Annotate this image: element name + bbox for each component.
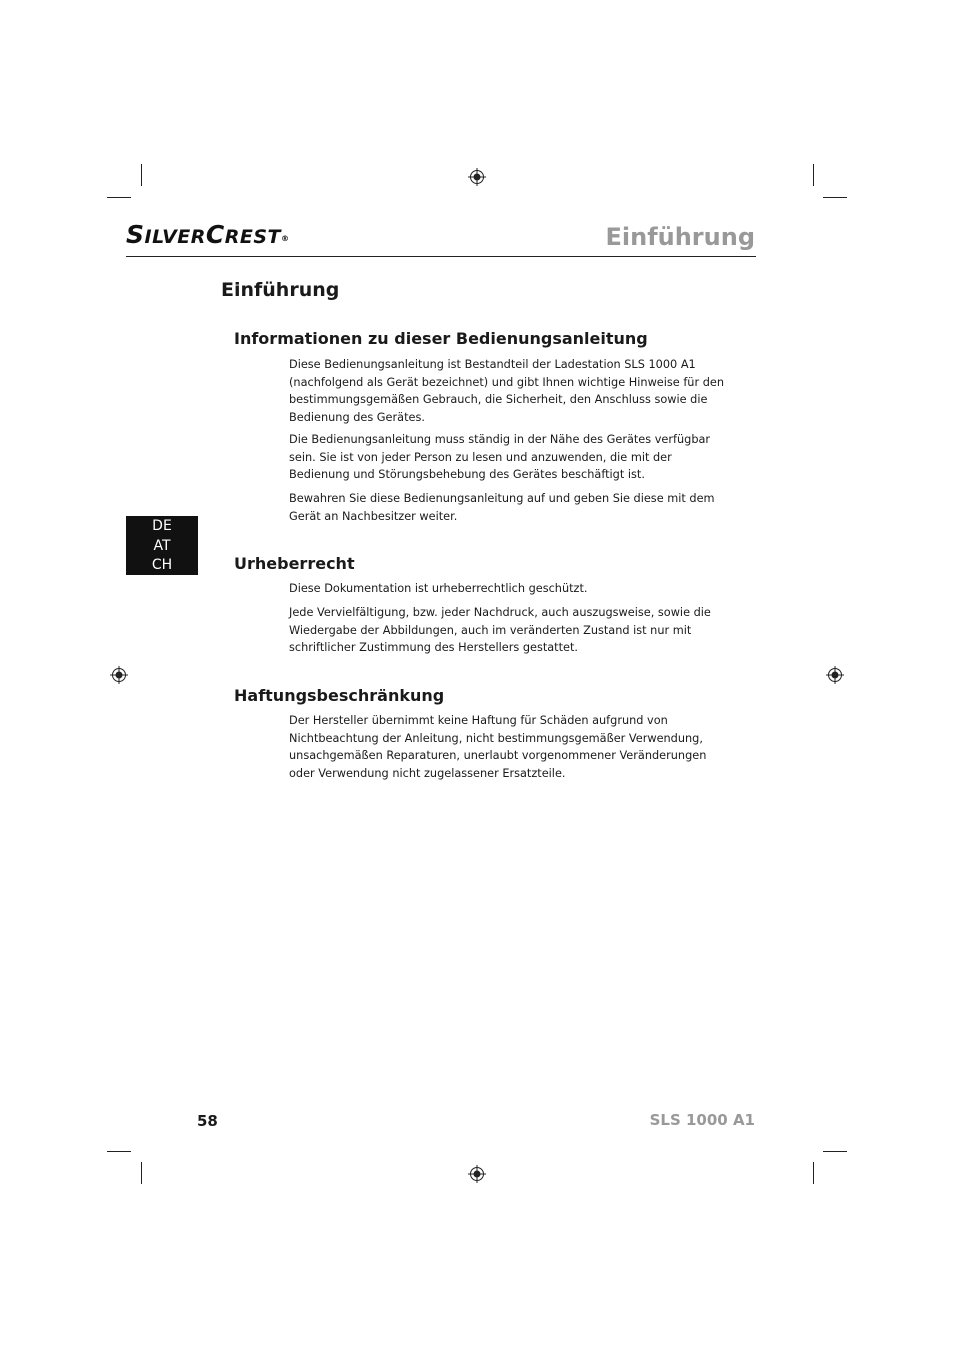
- paragraph: Jede Vervielfältigung, bzw. jeder Nachdruck, auch auszugsweise, sowie die Wiedergabe der Abbildungen, auch im veränderten Zustand ist nur mit schriftlicher Zustimmung des Herstellers gestattet.: [289, 606, 711, 654]
- language-tab: [126, 516, 198, 575]
- paragraph: Bewahren Sie diese Bedienungsanleitung auf und geben Sie diese mit dem Gerät an Nachbesitzer weiter.: [289, 492, 715, 523]
- language-code: CH: [151, 557, 173, 573]
- page-number: 58: [197, 1112, 218, 1130]
- paragraph: Die Bedienungsanleitung muss ständig in der Nähe des Gerätes verfügbar sein. Sie ist von jeder Person zu lesen und anzuwenden, die mit der Bedienung und Störungsbehebung des Gerätes beschäftigt ist.: [289, 433, 711, 481]
- crop-mark: [823, 1151, 847, 1152]
- paragraph: Diese Bedienungsanleitung ist Bestandteil der Ladestation SLS 1000 A1 (nachfolgend als Gerät bezeichnet) und gibt Ihnen wichtige Hinweise für den bestimmungsgemäßen Gebrauch, die Sicherheit, den Anschluss sowie die Bedienung des Gerätes.: [289, 358, 724, 424]
- crop-mark: [823, 197, 847, 198]
- header-rule: [126, 256, 756, 257]
- crop-mark: [813, 164, 814, 186]
- section-heading-haftung: Haftungsbeschränkung: [234, 686, 445, 705]
- language-code: AT: [153, 537, 171, 554]
- silvercrest-logo: SILVERCREST®: [126, 220, 290, 249]
- language-code: DE: [152, 518, 172, 534]
- crop-mark: [107, 1151, 131, 1152]
- section-heading-urheberrecht: Urheberrecht: [234, 554, 355, 573]
- crop-mark: [141, 1162, 142, 1184]
- registration-mark-icon: [110, 666, 128, 684]
- crop-mark: [141, 164, 142, 186]
- footer-model: SLS 1000 A1: [649, 1111, 755, 1129]
- crop-mark: [107, 197, 131, 198]
- page-title: Einführung: [221, 279, 340, 301]
- registration-mark-icon: [468, 168, 486, 186]
- paragraph: Der Hersteller übernimmt keine Haftung für Schäden aufgrund von Nichtbeachtung der Anleitung, nicht bestimmungsgemäßer Verwendung, unsachgemäßen Reparaturen, unerlaubt vorgenommener Veränderungen oder Verwendung nicht zugelassener Ersatzteile.: [289, 714, 707, 780]
- crop-mark: [813, 1162, 814, 1184]
- header-title: Einführung: [605, 223, 755, 251]
- paragraph: Diese Dokumentation ist urheberrechtlich geschützt.: [289, 582, 588, 595]
- registration-mark-icon: [468, 1165, 486, 1183]
- registration-mark-icon: [826, 666, 844, 684]
- section-heading-informationen: Informationen zu dieser Bedienungsanleitung: [234, 329, 648, 348]
